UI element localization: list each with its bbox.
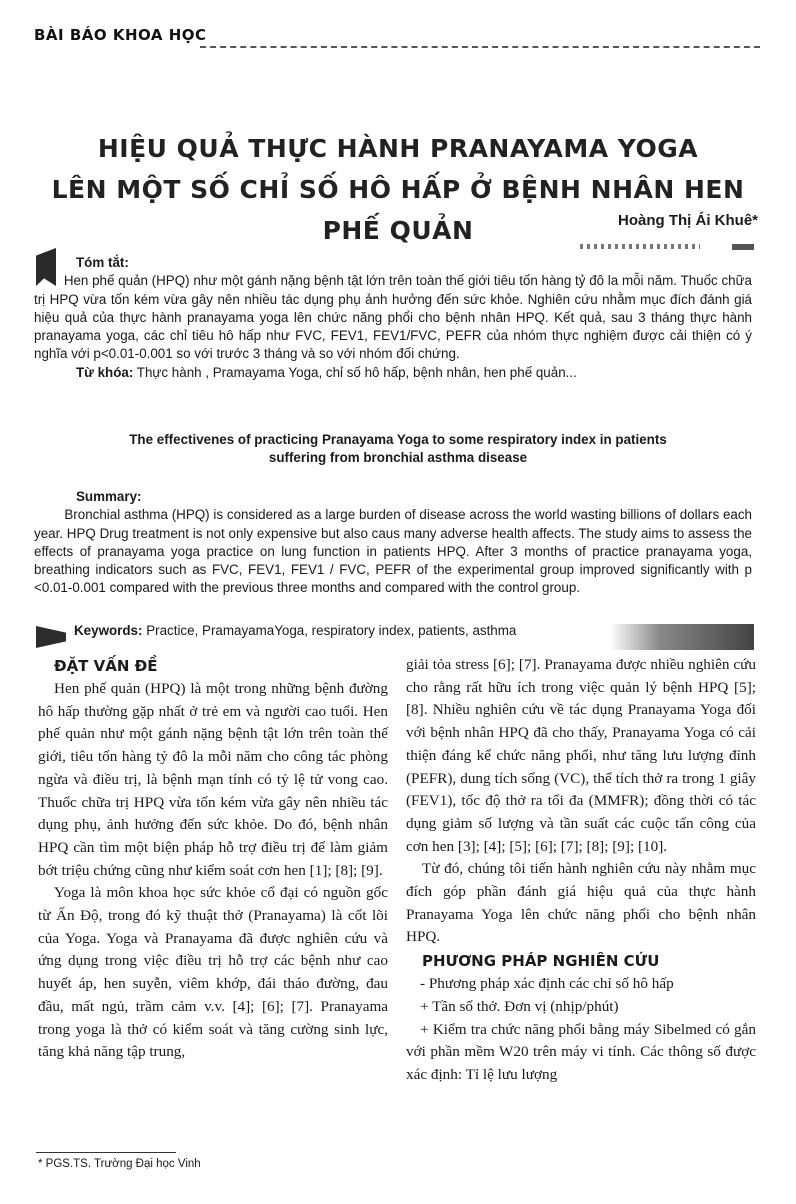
english-title (40, 431, 756, 467)
decorative-smudge (580, 244, 700, 249)
article-title (40, 128, 756, 251)
column-right (406, 654, 756, 1087)
abstract-body (34, 272, 752, 363)
author: Hoàng Thị Ái Khuê* (618, 212, 758, 229)
method-item: + Tần số thở. Đơn vị (nhịp/phút) (420, 997, 619, 1015)
summary-label: Summary: (76, 489, 142, 504)
intro-heading: ĐẶT VẤN ĐỀ (54, 657, 158, 675)
keywords-en (74, 623, 516, 638)
footnote: * PGS.TS. Trường Đại học Vinh (38, 1158, 201, 1170)
abstract-text: Hen phế quản (HPQ) như một gánh nặng bệnh tật lớn trên toàn thế giới tiêu tốn hàng tỷ đô la mỗi năm. Thuốc chữa trị HPQ vừa tốn kém vừa gây nên nhiều tác dụng phụ ảnh hưởng đến sức khỏe. Nghiên cứu nhằm mục đích đánh giá hiệu quả của thực hành pranayama yoga lên chức năng phổi cho bệnh nhân HPQ. Kết quả, sau 3 tháng thực hành pranayama yoga, các chỉ tiêu hô hấp như FVC, FEV1, FEV1/FVC, PEFR của nhóm thực nghiệm được cải thiện có ý nghĩa với p<0.01-0.001 so với trước 3 tháng và so với nhóm đối chứng. (34, 273, 753, 362)
title-line-1: HIỆU QUẢ THỰC HÀNH PRANAYAMA YOGA (97, 134, 699, 163)
abstract-label: Tóm tắt: (76, 255, 129, 270)
keywords-vi (76, 364, 752, 382)
paragraph: Hen phế quản (HPQ) là một trong những bệnh đường hô hấp thường gặp nhất ở trẻ em và người cao tuổi. Hen phế quản như một gánh nặng bệnh tật lớn trên toàn thế giới, tiêu tốn hàng tỷ đô la mỗi năm cho công tác phòng ngừa và điều trị, là bệnh mạn tính có tỷ lệ tử vong cao. Thuốc chữa trị HPQ vừa tốn kém vừa gây nên nhiều tác dụng phụ, ảnh hưởng đến sức khỏe. Do đó, bệnh nhân HPQ cần tìm một biện pháp hỗ trợ điều trị để làm giảm bớt triệu chứng cũng như kiểm soát cơn hen [1]; [8]; [9]. (38, 680, 388, 879)
title-line-2: LÊN MỘT SỐ CHỈ SỐ HÔ HẤP Ở BỆNH NHÂN HEN PHẾ QUẢN (51, 175, 745, 245)
keyword-bar-left (36, 626, 66, 648)
method-item: - Phương pháp xác định các chỉ số hô hấp (420, 975, 674, 993)
paragraph: giải tỏa stress [6]; [7]. Pranayama được nhiều nghiên cứu cho rằng rất hữu ích trong việc quản lý bệnh HPQ [5]; [8]. Nhiều nghiên cứu về tác dụng Pranayama Yoga đối với bệnh nhân HPQ đã cho thấy, Pranayama Yoga có cải thiện đáng kể chức năng phổi, như tăng lưu lượng đỉnh (PEFR), dung tích sống (VC), thể tích thở ra trong 1 giây (FEV1), tốc độ thở ra tối đa (MMFR); đồng thời có tác dụng giảm số lượng và tần suất các cuộc tấn công của cơn hen [3]; [4]; [5]; [6]; [7]; [8]; [9]; [10]. (406, 656, 756, 855)
keywords-label: Từ khóa: (76, 364, 134, 380)
decorative-smudge (732, 244, 754, 250)
keywords-text: Thực hành , Pramayama Yoga, chỉ số hô hấp, bệnh nhân, hen phế quản... (136, 364, 577, 380)
keyword-bar-right (610, 624, 754, 650)
column-left (38, 654, 388, 1064)
keywords-en-text: Practice, PramayamaYoga, respiratory index, patients, asthma (146, 623, 517, 638)
keywords-en-label: Keywords: (74, 623, 143, 638)
summary-body (34, 506, 752, 597)
paragraph: Từ đó, chúng tôi tiến hành nghiên cứu này nhằm mục đích góp phần đánh giá hiệu quả của thực hành Pranayama Yoga lên chức năng phổi cho bệnh nhân HPQ. (406, 860, 756, 946)
paragraph: Yoga là môn khoa học sức khỏe cổ đại có nguồn gốc từ Ấn Độ, trong đó kỹ thuật thở (Pranayama) là cốt lõi của Yoga. Yoga và Pranayama đã được nghiên cứu và ứng dụng trong việc điều trị hỗ trợ các bệnh như cao huyết áp, hen suyễn, viêm khớp, đái tháo đường, đau đầu, mất ngủ, trầm cảm v.v. [4]; [6]; [7]. Pranayama trong yoga là thở có kiểm soát và tăng cường sinh lực, tăng khả năng tập trung, (38, 884, 388, 1061)
english-title-line-1: The effectivenes of practicing Pranayama Yoga to some respiratory index in patients (129, 432, 667, 447)
methods-heading: PHƯƠNG PHÁP NGHIÊN CỨU (422, 952, 660, 971)
abstract-vi (34, 254, 753, 382)
footnote-rule (36, 1152, 176, 1153)
section-label: BÀI BÁO KHOA HỌC (34, 26, 207, 44)
summary-en (34, 488, 752, 598)
summary-text: Bronchial asthma (HPQ) is considered as a large burden of disease across the world wasting billions of dollars each year. HPQ Drug treatment is not only expensive but also caus many adverse health affects. The study aims to assess the effects of pranayama yoga practice on lung function in patients HPQ. After 3 months of practice pranayama yoga, breathing indicators such as FVC, FEV1, FEV1 / FVC, PEFR of the experimental group improved significantly with p <0.01-0.001 compared with the previous three months and compared with the control group. (34, 507, 752, 596)
method-item: + Kiểm tra chức năng phổi bằng máy Sibelmed có gắn với phần mềm W20 trên máy vi tính. Các thông số được xác định: Tỉ lệ lưu lượng (406, 1020, 756, 1083)
english-title-line-2: suffering from bronchial asthma disease (268, 450, 528, 465)
header-rule (200, 46, 760, 48)
